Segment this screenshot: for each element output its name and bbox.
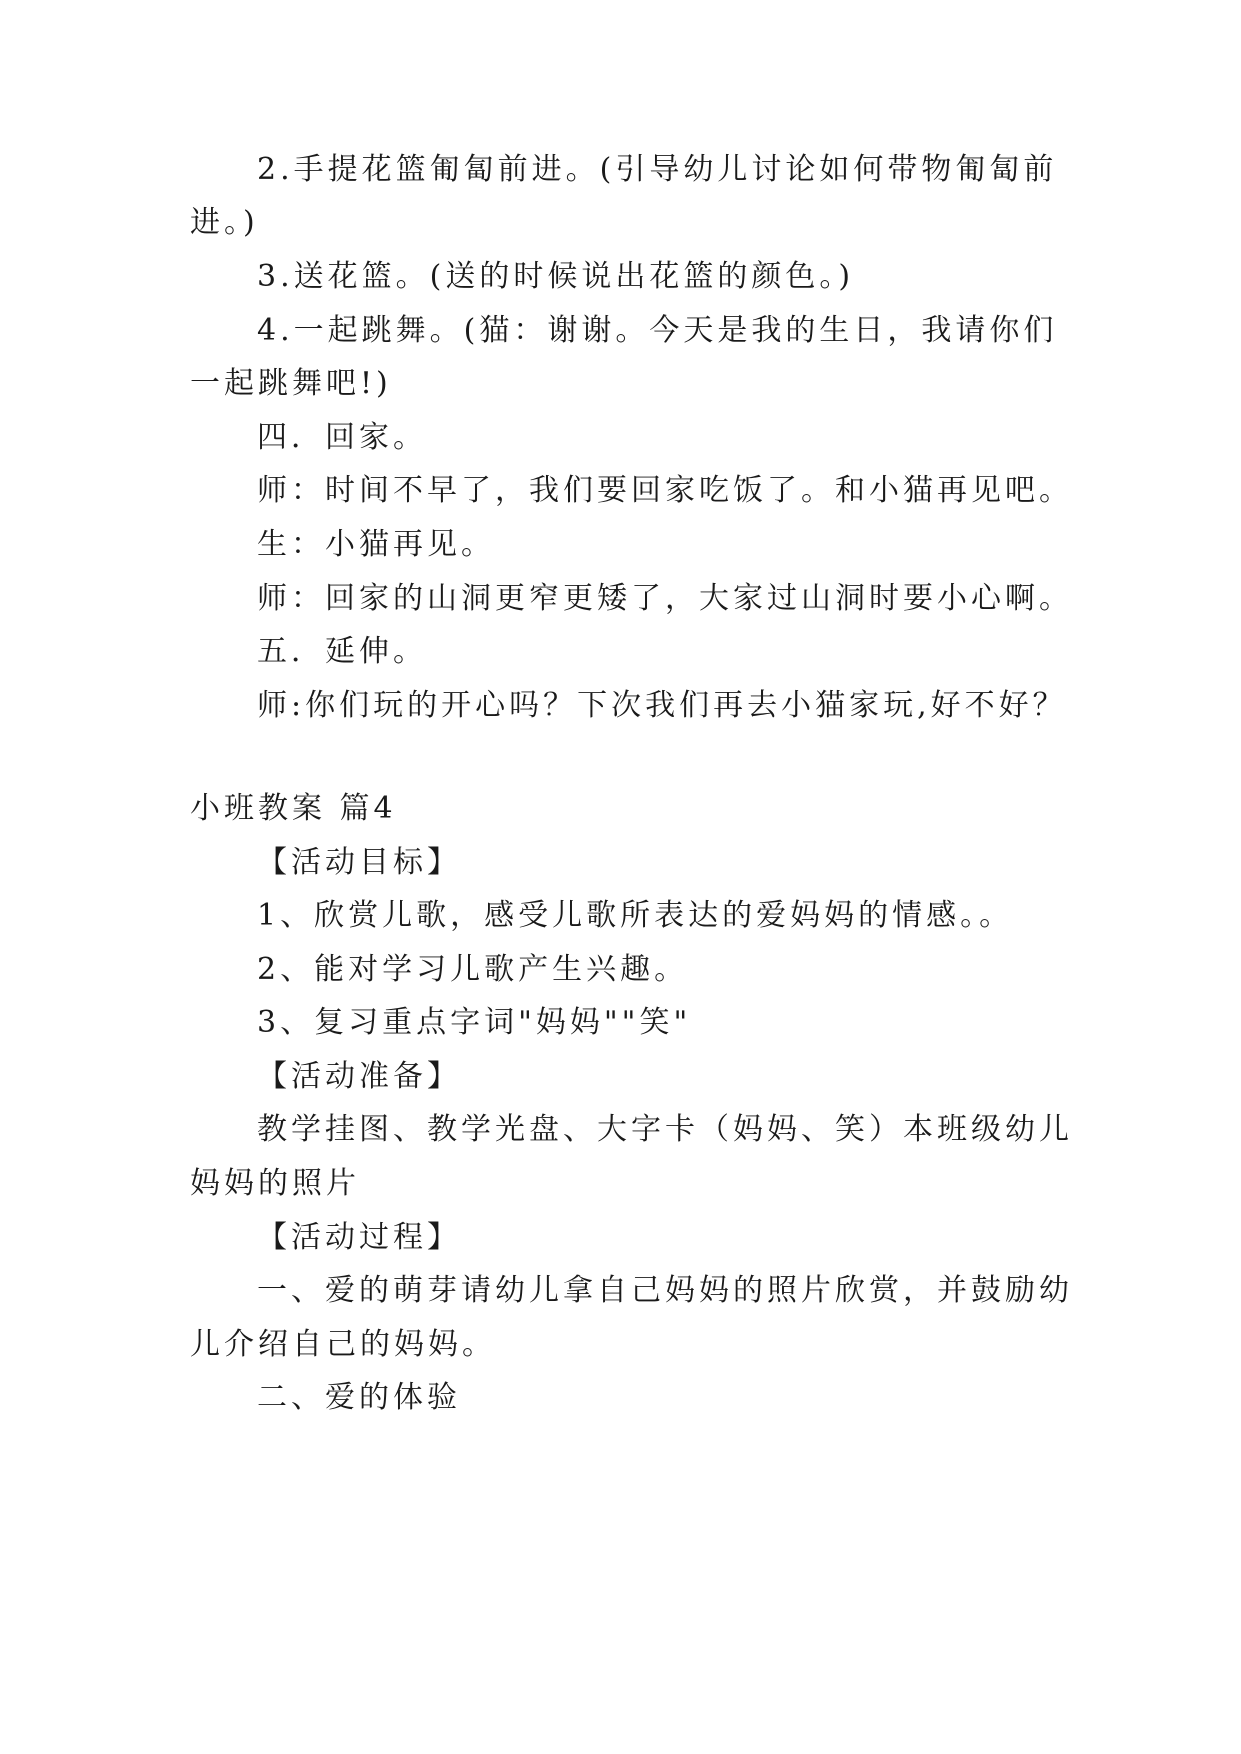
step4-line2: 一起跳舞吧!) <box>190 366 392 401</box>
step2-line1: 2.手提花篮匍匐前进。(引导幼儿讨论如何带物匍匐前 <box>257 152 1058 187</box>
process-1-line2: 儿介绍自己的妈妈。 <box>190 1327 496 1362</box>
step3: 3.送花篮。(送的时候说出花篮的颜色。) <box>257 259 855 294</box>
prep-line1: 教学挂图、教学光盘、大字卡（妈妈、笑）本班级幼儿 <box>257 1112 1073 1147</box>
process-1-line1: 一、爱的萌芽请幼儿拿自己妈妈的照片欣赏，并鼓励幼 <box>257 1273 1073 1308</box>
prep-line2: 妈妈的照片 <box>190 1166 360 1201</box>
goal-1: 1、欣赏儿歌，感受儿歌所表达的爱妈妈的情感。。 <box>257 898 1014 933</box>
prep-heading: 【活动准备】 <box>257 1059 461 1094</box>
heading-extension: 五．延伸。 <box>257 634 427 669</box>
lesson-title: 小班教案 篇4 <box>190 791 397 826</box>
heading-go-home: 四．回家。 <box>257 420 427 455</box>
goals-heading: 【活动目标】 <box>257 845 461 880</box>
process-2: 二、爱的体验 <box>257 1380 461 1415</box>
step2-line2: 进。) <box>190 205 259 240</box>
dialog-teacher-2: 师：回家的山洞更窄更矮了，大家过山洞时要小心啊。 <box>257 581 1073 616</box>
goal-3: 3、复习重点字词"妈妈""笑" <box>257 1005 692 1040</box>
process-heading: 【活动过程】 <box>257 1220 461 1255</box>
dialog-teacher-3: 师:你们玩的开心吗？下次我们再去小猫家玩,好不好？ <box>257 688 1067 723</box>
dialog-teacher-1: 师：时间不早了，我们要回家吃饭了。和小猫再见吧。 <box>257 473 1073 508</box>
step4-line1: 4.一起跳舞。(猫：谢谢。今天是我的生日，我请你们 <box>257 313 1058 348</box>
dialog-student-1: 生：小猫再见。 <box>257 527 495 562</box>
goal-2: 2、能对学习儿歌产生兴趣。 <box>257 952 689 987</box>
